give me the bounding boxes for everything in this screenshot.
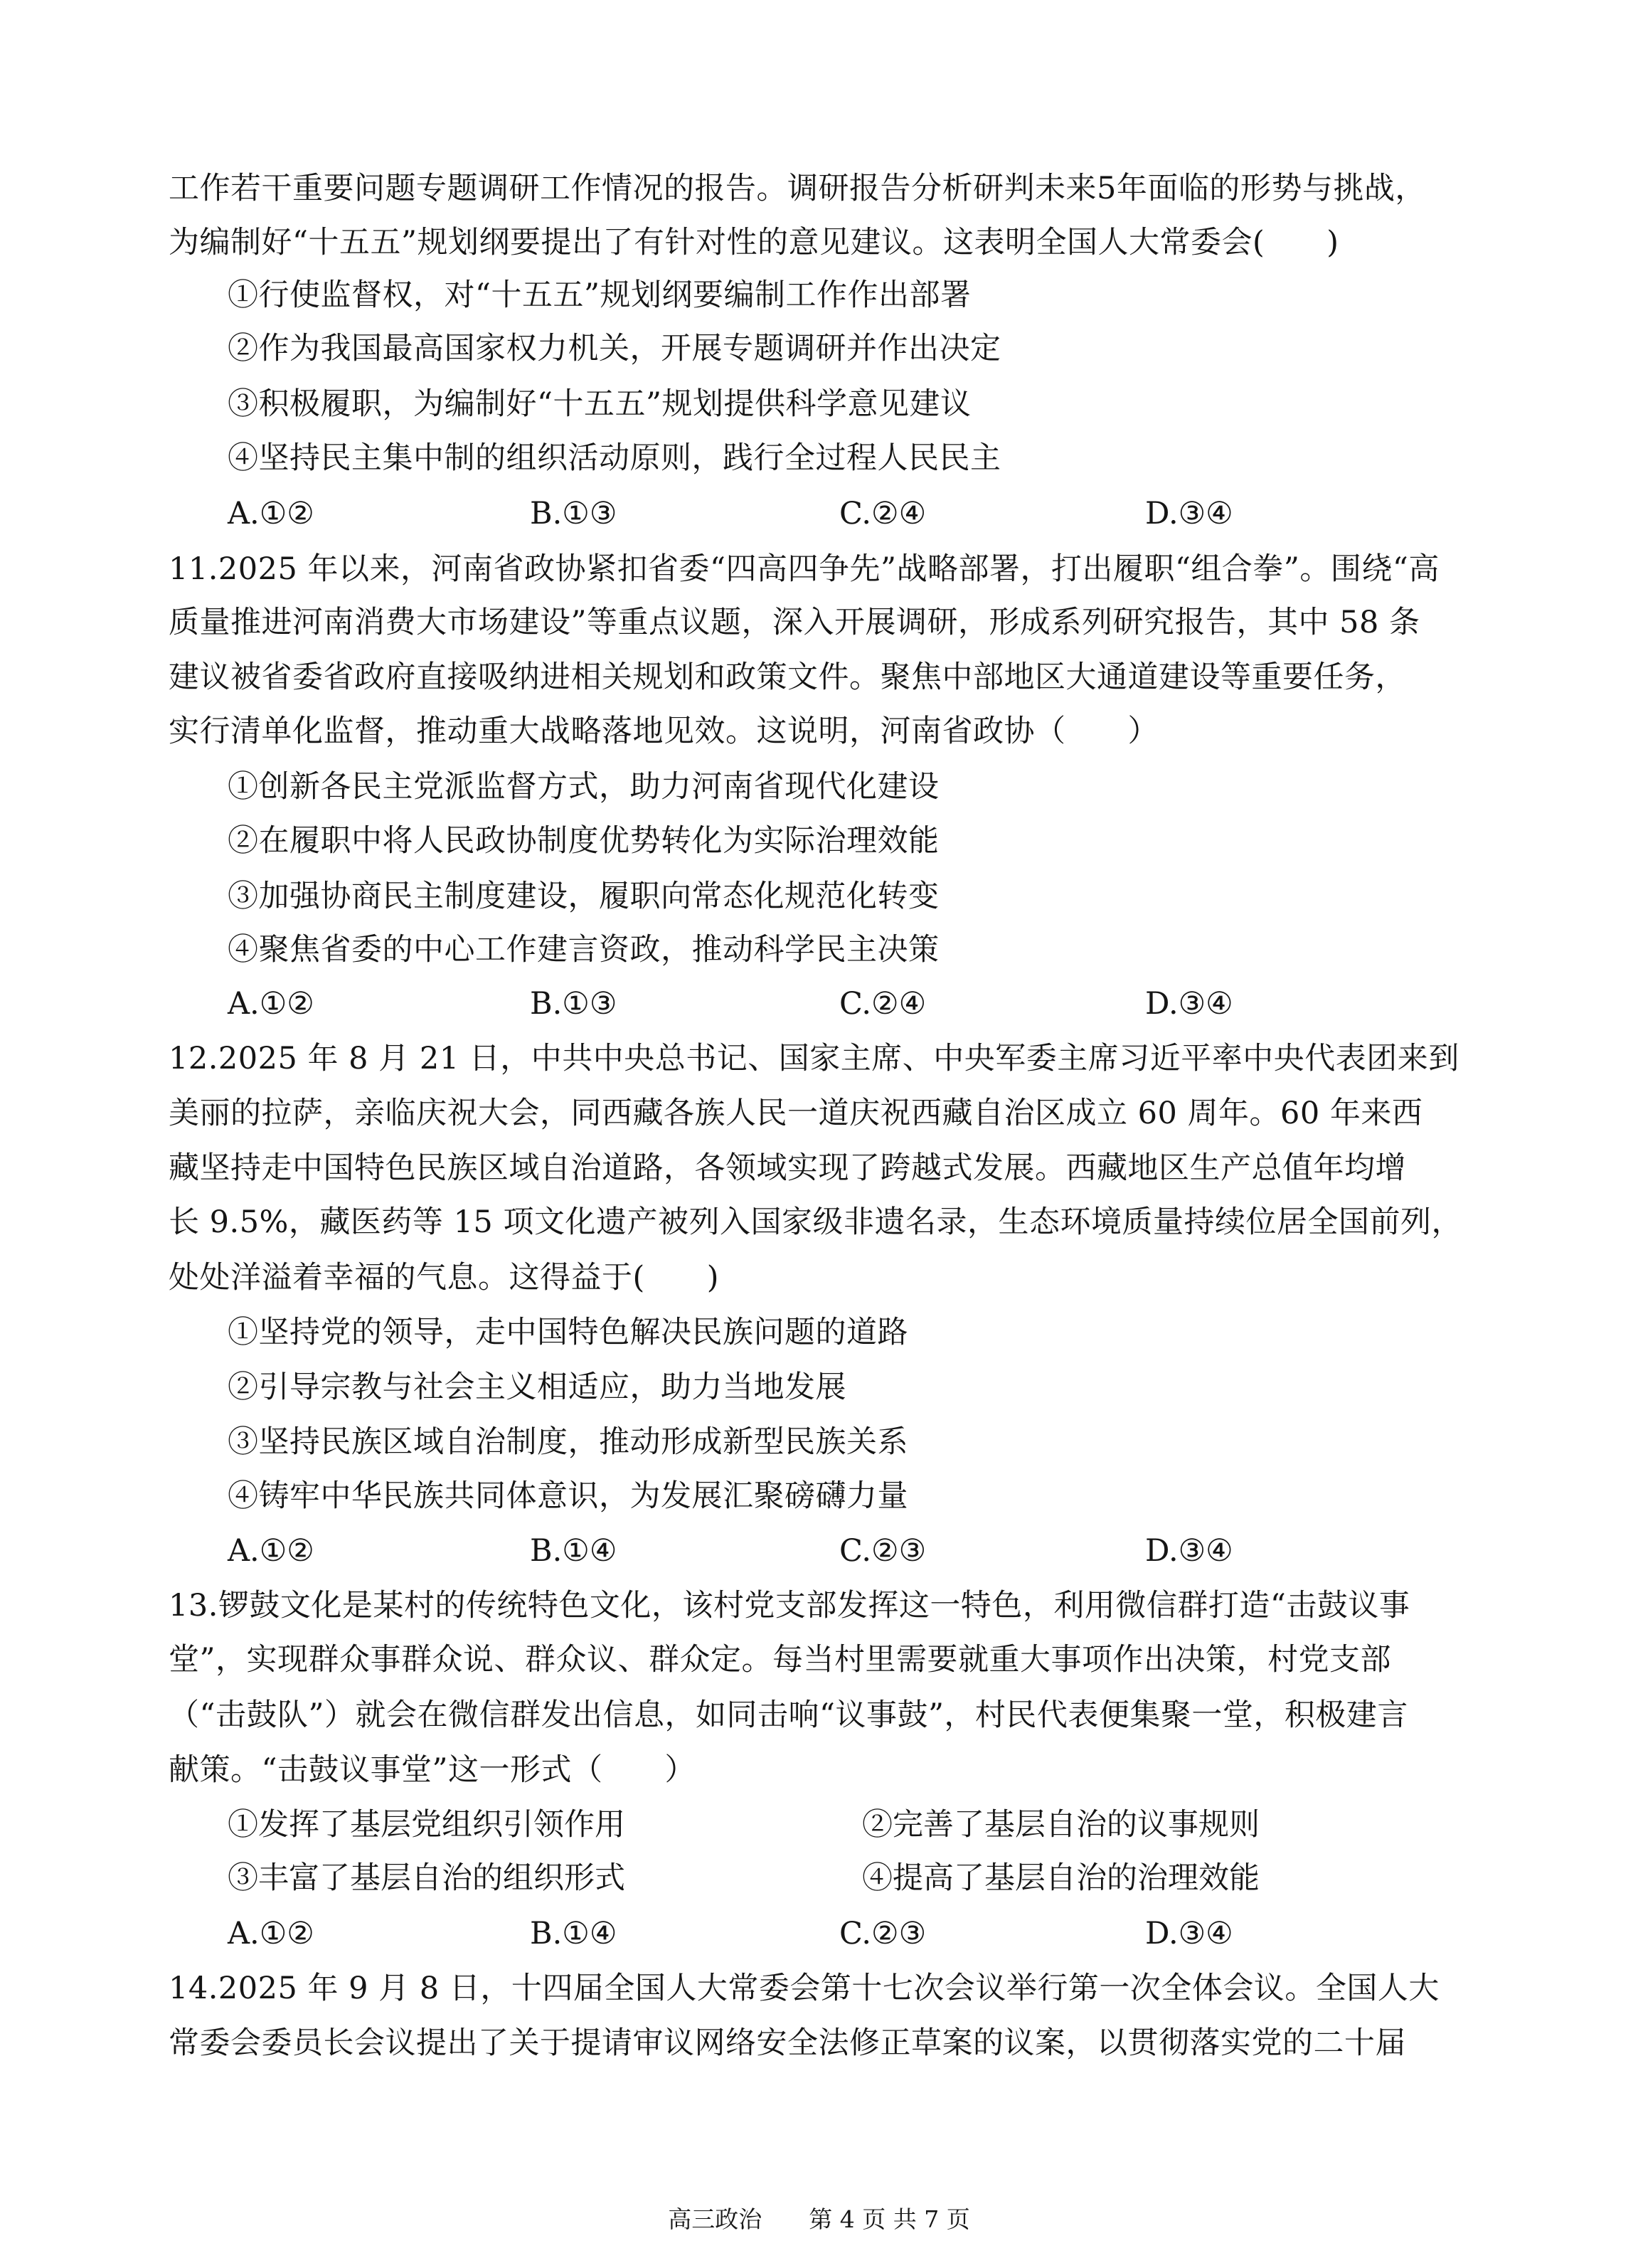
q12-option-b: B.①④ <box>530 1533 617 1569</box>
q13-stem-line-1: 13.锣鼓文化是某村的传统特色文化，该村党支部发挥这一特色，利用微信群打造“击鼓议事 <box>169 1588 1410 1623</box>
page-footer: 高三政治 第 4 页 共 7 页 <box>668 2205 970 2233</box>
q10-option-d: D.③④ <box>1145 496 1233 531</box>
q14-stem-line-1: 14.2025 年 9 月 8 日，十四届全国人大常委会第十七次会议举行第一次全体会议。全国人大 <box>169 1971 1440 2006</box>
q12-stem-line-2: 美丽的拉萨，亲临庆祝大会，同西藏各族人民一道庆祝西藏自治区成立 60 周年。60 年来西 <box>169 1096 1423 1131</box>
q10-stem-line-1: 工作若干重要问题专题调研工作情况的报告。调研报告分析研判未来5年面临的形势与挑战， <box>169 171 1426 206</box>
q10-statement-4: ④坚持民主集中制的组织活动原则，践行全过程人民民主 <box>228 440 1001 476</box>
q10-statement-3: ③积极履职，为编制好“十五五”规划提供科学意见建议 <box>228 386 972 422</box>
q11-stem-line-1: 11.2025 年以来，河南省政协紧扣省委“四高四争先”战略部署，打出履职“组合拳”。围绕“高 <box>169 551 1440 587</box>
q11-statement-4: ④聚焦省委的中心工作建言资政，推动科学民主决策 <box>228 932 940 968</box>
q13-option-b: B.①④ <box>530 1916 617 1951</box>
q11-statement-1: ①创新各民主党派监督方式，助力河南省现代化建设 <box>228 769 940 805</box>
q12-stem-line-4: 长 9.5%，藏医药等 15 项文化遗产被列入国家级非遗名录，生态环境质量持续位居全国前列， <box>169 1204 1462 1240</box>
q10-stem-line-2: 为编制好“十五五”规划纲要提出了有针对性的意见建议。这表明全国人大常委会( ) <box>169 225 1339 260</box>
q10-statement-1: ①行使监督权，对“十五五”规划纲要编制工作作出部署 <box>228 277 972 313</box>
q12-statement-4: ④铸牢中华民族共同体意识，为发展汇聚磅礴力量 <box>228 1478 908 1514</box>
q13-option-d: D.③④ <box>1145 1916 1233 1951</box>
q11-option-a: A.①② <box>228 986 314 1022</box>
q11-statement-3: ③加强协商民主制度建设，履职向常态化规范化转变 <box>228 879 940 914</box>
q11-statement-2: ②在履职中将人民政协制度优势转化为实际治理效能 <box>228 823 940 859</box>
q11-stem-line-2: 质量推进河南消费大市场建设”等重点议题，深入开展调研，形成系列研究报告，其中 58 条 <box>169 605 1420 640</box>
q12-statement-1: ①坚持党的领导，走中国特色解决民族问题的道路 <box>228 1315 908 1350</box>
q13-statement-2: ②完善了基层自治的议事规则 <box>862 1807 1260 1843</box>
q12-statement-3: ③坚持民族区域自治制度，推动形成新型民族关系 <box>228 1424 908 1460</box>
q12-stem-line-5: 处处洋溢着幸福的气息。这得益于( ) <box>169 1260 720 1295</box>
q11-stem-line-3: 建议被省委省政府直接吸纳进相关规划和政策文件。聚焦中部地区大通道建设等重要任务， <box>169 659 1406 695</box>
q13-option-a: A.①② <box>228 1916 314 1951</box>
q12-option-a: A.①② <box>228 1533 314 1569</box>
q11-stem-line-4: 实行清单化监督，推动重大战略落地见效。这说明，河南省政协（ ） <box>169 714 1159 749</box>
q14-stem-line-2: 常委会委员长会议提出了关于提请审议网络安全法修正草案的议案，以贯彻落实党的二十届 <box>169 2025 1406 2061</box>
q11-option-d: D.③④ <box>1145 986 1233 1022</box>
q13-statement-3: ③丰富了基层自治的组织形式 <box>228 1860 625 1896</box>
q10-statement-2: ②作为我国最高国家权力机关，开展专题调研并作出决定 <box>228 331 1001 366</box>
q10-option-c: C.②④ <box>839 496 927 531</box>
q12-statement-2: ②引导宗教与社会主义相适应，助力当地发展 <box>228 1369 846 1405</box>
q10-option-b: B.①③ <box>530 496 617 531</box>
q12-option-c: C.②③ <box>839 1533 927 1569</box>
q13-stem-line-2: 堂”，实现群众事群众说、群众议、群众定。每当村里需要就重大事项作出决策，村党支部 <box>169 1642 1391 1678</box>
q13-statement-4: ④提高了基层自治的治理效能 <box>862 1860 1260 1896</box>
q10-option-a: A.①② <box>228 496 314 531</box>
q12-stem-line-3: 藏坚持走中国特色民族区域自治道路，各领域实现了跨越式发展。西藏地区生产总值年均增 <box>169 1150 1406 1186</box>
q13-stem-line-4: 献策。“击鼓议事堂”这一形式（ ） <box>169 1752 696 1788</box>
q11-option-b: B.①③ <box>530 986 617 1022</box>
q11-option-c: C.②④ <box>839 986 927 1022</box>
q12-stem-line-1: 12.2025 年 8 月 21 日，中共中央总书记、国家主席、中央军委主席习近平率中央代表团来到 <box>169 1041 1459 1076</box>
q12-option-d: D.③④ <box>1145 1533 1233 1569</box>
q13-statement-1: ①发挥了基层党组织引领作用 <box>228 1807 625 1843</box>
q13-stem-line-3: （“击鼓队”）就会在微信群发出信息，如同击响“议事鼓”，村民代表便集聚一堂，积极建言 <box>169 1697 1408 1733</box>
q13-option-c: C.②③ <box>839 1916 927 1951</box>
